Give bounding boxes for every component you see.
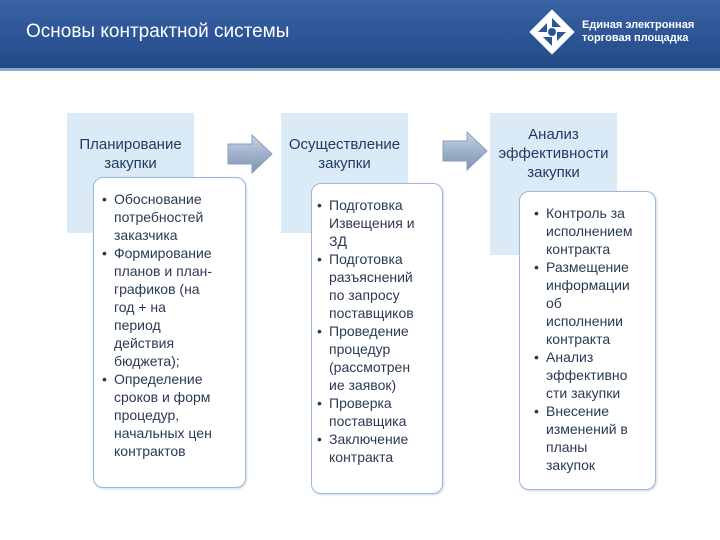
- line: потребностей: [114, 209, 204, 225]
- stage-title: [281, 135, 408, 173]
- line: • Проверка: [329, 395, 392, 411]
- stage-title-line: Планирование: [79, 136, 182, 153]
- line: (рассмотрен: [329, 359, 411, 375]
- card-analysis: [519, 191, 656, 490]
- stage-title-line: закупки: [104, 155, 157, 172]
- line: процедур: [329, 341, 391, 357]
- line: исполнении: [546, 313, 623, 329]
- line: контракта: [546, 331, 611, 347]
- stage-title-line: эффективности: [498, 145, 609, 162]
- line: сроков и форм: [114, 389, 211, 405]
- card-execution: [311, 183, 443, 494]
- stage-title-line: закупки: [318, 155, 371, 172]
- line: ЗД: [329, 233, 347, 249]
- line: начальных цен: [114, 425, 212, 441]
- line: информации: [546, 277, 630, 293]
- line: • Обоснование: [114, 191, 202, 207]
- stage-title-line: Анализ: [528, 126, 579, 143]
- diamond-logo-icon: [528, 8, 576, 56]
- line: контрактов: [114, 443, 186, 459]
- list-item: [317, 430, 438, 466]
- line: поставщика: [329, 413, 407, 429]
- line: по запросу: [329, 287, 400, 303]
- list-item: [102, 190, 239, 244]
- line: контракта: [329, 449, 394, 465]
- line: • Формирование: [114, 245, 212, 261]
- line: период: [114, 317, 161, 333]
- line: год + на: [114, 299, 166, 315]
- stage-title: [67, 135, 194, 173]
- list-item: [317, 250, 438, 322]
- logo: [528, 8, 700, 60]
- line: закупок: [546, 457, 595, 473]
- logo-text: [582, 19, 694, 45]
- line: исполнением: [546, 223, 633, 239]
- line: процедур,: [114, 407, 180, 423]
- logo-line-2: торговая площадка: [582, 32, 689, 44]
- list-item: [317, 196, 438, 250]
- line: сти закупки: [546, 385, 621, 401]
- line: планы: [546, 439, 588, 455]
- line: графиков (на: [114, 281, 200, 297]
- logo-line-1: Единая электронная: [582, 19, 695, 31]
- line: эффективно: [546, 367, 628, 383]
- line: • Анализ: [546, 349, 594, 365]
- line: об: [546, 295, 562, 311]
- header-divider: [0, 68, 720, 71]
- bullet-list: [520, 192, 655, 474]
- line: поставщиков: [329, 305, 414, 321]
- line: действия: [114, 335, 175, 351]
- line: изменений в: [546, 421, 628, 437]
- line: заказчика: [114, 227, 178, 243]
- line: • Контроль за: [546, 205, 625, 221]
- bullet-list: [312, 184, 442, 466]
- flow-arrow-icon: [226, 133, 274, 175]
- list-item: [102, 370, 239, 460]
- line: • Определение: [114, 371, 203, 387]
- card-planning: [93, 177, 246, 488]
- list-item: [534, 204, 651, 258]
- list-item: [317, 394, 438, 430]
- line: Извещения и: [329, 215, 415, 231]
- line: • Подготовка: [329, 251, 403, 267]
- list-item: [102, 244, 239, 370]
- line: контракта: [546, 241, 611, 257]
- line: бюджета);: [114, 353, 180, 369]
- list-item: [534, 258, 651, 348]
- stage-title-line: Осуществление: [288, 136, 401, 153]
- flow-arrow-icon: [441, 130, 489, 172]
- line: • Внесение: [546, 403, 609, 419]
- list-item: [534, 348, 651, 402]
- bullet-list: [94, 178, 245, 460]
- slide-title: Основы контрактной системы: [26, 21, 290, 42]
- line: разъяснений: [329, 269, 413, 285]
- list-item: [317, 322, 438, 394]
- list-item: [534, 402, 651, 474]
- line: планов и план-: [114, 263, 213, 279]
- line: • Подготовка: [329, 197, 403, 213]
- stage-title-line: закупки: [527, 164, 580, 181]
- line: ие заявок): [329, 377, 397, 393]
- line: • Размещение: [546, 259, 629, 275]
- slide-header: [0, 0, 720, 68]
- stage-title: [490, 125, 617, 182]
- line: • Проведение: [329, 323, 409, 339]
- line: • Заключение: [329, 431, 409, 447]
